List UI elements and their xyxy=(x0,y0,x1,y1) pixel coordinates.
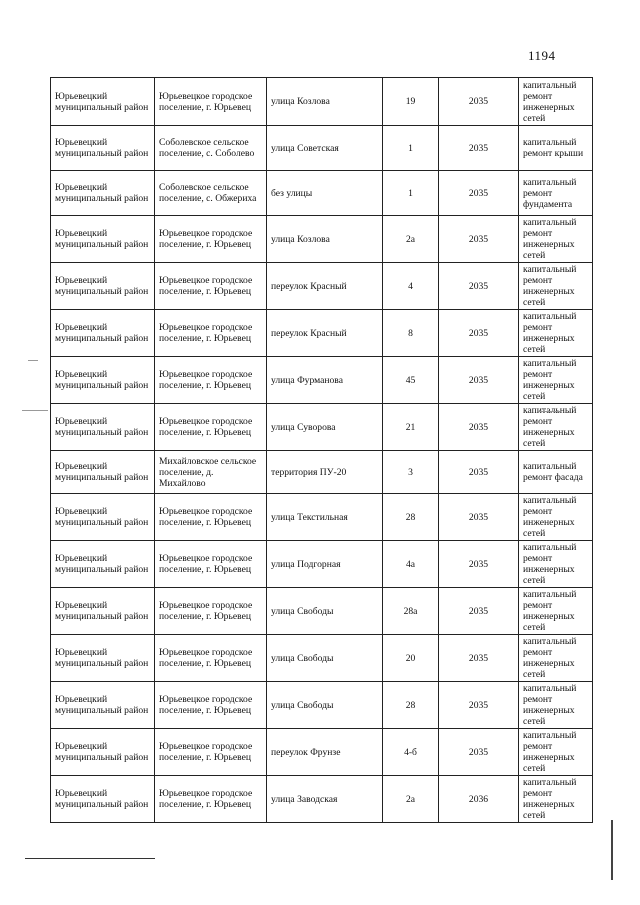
cell-year: 2035 xyxy=(439,357,519,404)
table-body xyxy=(51,78,593,823)
cell-street: улица Подгорная xyxy=(267,541,383,588)
cell-street: переулок Фрунзе xyxy=(267,729,383,776)
cell-year: 2035 xyxy=(439,494,519,541)
cell-settlement: Юрьевецкое городское поселение, г. Юрьевец xyxy=(155,635,267,682)
cell-district: Юрьевецкий муниципальный район xyxy=(51,357,155,404)
cell-work: капитальный ремонт инженерных сетей xyxy=(519,494,593,541)
cell-work: капитальный ремонт инженерных сетей xyxy=(519,682,593,729)
cell-district: Юрьевецкий муниципальный район xyxy=(51,494,155,541)
table-row xyxy=(51,635,593,682)
page-number: 1194 xyxy=(528,48,556,63)
cell-street: улица Козлова xyxy=(267,78,383,126)
cell-work: капитальный ремонт инженерных сетей xyxy=(519,776,593,823)
repair-schedule-table xyxy=(50,77,593,823)
table-row xyxy=(51,171,593,216)
cell-street: улица Свободы xyxy=(267,682,383,729)
cell-settlement: Юрьевецкое городское поселение, г. Юрьевец xyxy=(155,216,267,263)
cell-settlement: Юрьевецкое городское поселение, г. Юрьевец xyxy=(155,310,267,357)
table-row xyxy=(51,588,593,635)
cell-settlement: Юрьевецкое городское поселение, г. Юрьевец xyxy=(155,588,267,635)
cell-work: капитальный ремонт фасада xyxy=(519,451,593,494)
table-row xyxy=(51,451,593,494)
cell-year: 2035 xyxy=(439,78,519,126)
cell-year: 2036 xyxy=(439,776,519,823)
cell-house: 4-б xyxy=(383,729,439,776)
cell-year: 2035 xyxy=(439,216,519,263)
table-row xyxy=(51,404,593,451)
cell-work: капитальный ремонт инженерных сетей xyxy=(519,357,593,404)
cell-street: без улицы xyxy=(267,171,383,216)
cell-work: капитальный ремонт инженерных сетей xyxy=(519,78,593,126)
cell-district: Юрьевецкий муниципальный район xyxy=(51,216,155,263)
cell-district: Юрьевецкий муниципальный район xyxy=(51,404,155,451)
table-row xyxy=(51,216,593,263)
cell-house: 28а xyxy=(383,588,439,635)
cell-year: 2035 xyxy=(439,171,519,216)
cell-street: территория ПУ-20 xyxy=(267,451,383,494)
cell-year: 2035 xyxy=(439,263,519,310)
cell-settlement: Юрьевецкое городское поселение, г. Юрьевец xyxy=(155,682,267,729)
cell-street: переулок Красный xyxy=(267,263,383,310)
cell-settlement: Михайловское сельское поселение, д. Михайлово xyxy=(155,451,267,494)
cell-district: Юрьевецкий муниципальный район xyxy=(51,171,155,216)
cell-district: Юрьевецкий муниципальный район xyxy=(51,263,155,310)
cell-work: капитальный ремонт инженерных сетей xyxy=(519,263,593,310)
cell-street: улица Советская xyxy=(267,126,383,171)
cell-street: улица Свободы xyxy=(267,588,383,635)
cell-year: 2035 xyxy=(439,729,519,776)
cell-settlement: Юрьевецкое городское поселение, г. Юрьевец xyxy=(155,729,267,776)
cell-house: 19 xyxy=(383,78,439,126)
cell-house: 1 xyxy=(383,126,439,171)
cell-year: 2035 xyxy=(439,126,519,171)
scan-artifact xyxy=(22,410,48,411)
cell-year: 2035 xyxy=(439,588,519,635)
cell-house: 1 xyxy=(383,171,439,216)
cell-house: 28 xyxy=(383,682,439,729)
cell-street: улица Заводская xyxy=(267,776,383,823)
cell-district: Юрьевецкий муниципальный район xyxy=(51,729,155,776)
cell-settlement: Юрьевецкое городское поселение, г. Юрьевец xyxy=(155,541,267,588)
cell-house: 45 xyxy=(383,357,439,404)
table-row xyxy=(51,776,593,823)
table-row xyxy=(51,494,593,541)
cell-street: улица Свободы xyxy=(267,635,383,682)
cell-district: Юрьевецкий муниципальный район xyxy=(51,126,155,171)
table-row xyxy=(51,682,593,729)
table-row xyxy=(51,263,593,310)
cell-house: 2а xyxy=(383,776,439,823)
cell-district: Юрьевецкий муниципальный район xyxy=(51,451,155,494)
cell-street: переулок Красный xyxy=(267,310,383,357)
table-row xyxy=(51,357,593,404)
cell-district: Юрьевецкий муниципальный район xyxy=(51,310,155,357)
cell-settlement: Юрьевецкое городское поселение, г. Юрьевец xyxy=(155,494,267,541)
cell-district: Юрьевецкий муниципальный район xyxy=(51,541,155,588)
cell-settlement: Соболевское сельское поселение, с. Соболево xyxy=(155,126,267,171)
cell-house: 3 xyxy=(383,451,439,494)
cell-settlement: Юрьевецкое городское поселение, г. Юрьевец xyxy=(155,263,267,310)
cell-settlement: Соболевское сельское поселение, с. Обжериха xyxy=(155,171,267,216)
cell-district: Юрьевецкий муниципальный район xyxy=(51,682,155,729)
cell-district: Юрьевецкий муниципальный район xyxy=(51,776,155,823)
cell-settlement: Юрьевецкое городское поселение, г. Юрьевец xyxy=(155,78,267,126)
cell-work: капитальный ремонт инженерных сетей xyxy=(519,404,593,451)
footnote-divider xyxy=(25,858,155,859)
table-row xyxy=(51,729,593,776)
cell-house: 2а xyxy=(383,216,439,263)
cell-district: Юрьевецкий муниципальный район xyxy=(51,635,155,682)
cell-year: 2035 xyxy=(439,541,519,588)
table-row xyxy=(51,78,593,126)
cell-house: 28 xyxy=(383,494,439,541)
cell-year: 2035 xyxy=(439,451,519,494)
cell-work: капитальный ремонт фундамента xyxy=(519,171,593,216)
margin-mark xyxy=(611,820,613,880)
cell-year: 2035 xyxy=(439,635,519,682)
table-row xyxy=(51,541,593,588)
cell-work: капитальный ремонт инженерных сетей xyxy=(519,216,593,263)
cell-settlement: Юрьевецкое городское поселение, г. Юрьевец xyxy=(155,404,267,451)
cell-year: 2035 xyxy=(439,310,519,357)
cell-house: 4 xyxy=(383,263,439,310)
cell-street: улица Суворова xyxy=(267,404,383,451)
cell-street: улица Фурманова xyxy=(267,357,383,404)
table-row xyxy=(51,126,593,171)
cell-street: улица Текстильная xyxy=(267,494,383,541)
cell-work: капитальный ремонт инженерных сетей xyxy=(519,635,593,682)
cell-house: 21 xyxy=(383,404,439,451)
cell-work: капитальный ремонт инженерных сетей xyxy=(519,541,593,588)
cell-work: капитальный ремонт крыши xyxy=(519,126,593,171)
cell-district: Юрьевецкий муниципальный район xyxy=(51,588,155,635)
cell-work: капитальный ремонт инженерных сетей xyxy=(519,310,593,357)
cell-settlement: Юрьевецкое городское поселение, г. Юрьевец xyxy=(155,776,267,823)
cell-work: капитальный ремонт инженерных сетей xyxy=(519,588,593,635)
cell-year: 2035 xyxy=(439,404,519,451)
cell-street: улица Козлова xyxy=(267,216,383,263)
cell-district: Юрьевецкий муниципальный район xyxy=(51,78,155,126)
cell-work: капитальный ремонт инженерных сетей xyxy=(519,729,593,776)
cell-year: 2035 xyxy=(439,682,519,729)
cell-house: 8 xyxy=(383,310,439,357)
table-row xyxy=(51,310,593,357)
scan-artifact xyxy=(538,411,560,412)
cell-settlement: Юрьевецкое городское поселение, г. Юрьевец xyxy=(155,357,267,404)
cell-house: 20 xyxy=(383,635,439,682)
cell-house: 4а xyxy=(383,541,439,588)
scan-artifact xyxy=(28,360,38,361)
